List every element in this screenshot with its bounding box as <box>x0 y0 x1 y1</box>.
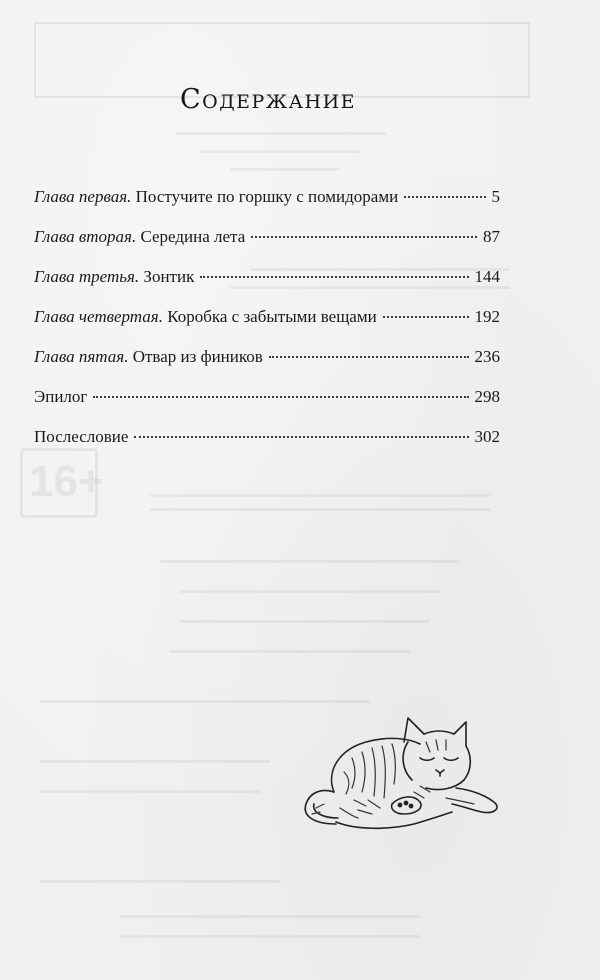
toc-entry-label <box>34 386 87 408</box>
toc-page-number: 302 <box>474 427 500 446</box>
toc-chapter-title: Коробка с забытыми вещами <box>167 307 377 326</box>
bleed-through-line <box>120 915 420 918</box>
toc-leader-dots <box>134 436 468 438</box>
toc-entry-label <box>34 186 398 208</box>
toc-entry <box>34 426 500 466</box>
toc-page-number: 192 <box>474 307 500 326</box>
sleeping-cat-icon <box>296 712 510 840</box>
toc-entry-label <box>34 306 377 328</box>
toc-entry-label <box>34 266 194 288</box>
bleed-through-line <box>40 700 370 703</box>
toc-chapter-title: Отвар из фиников <box>132 347 263 366</box>
toc-chapter-number: Глава четвертая. <box>34 307 163 326</box>
bleed-through-age-mark: 16+ <box>20 448 98 518</box>
toc-chapter-number: Глава пятая. <box>34 347 129 366</box>
toc-page-number: 87 <box>483 227 500 246</box>
toc-entry <box>34 346 500 386</box>
toc-leader-dots <box>93 396 468 398</box>
toc-page-number: 5 <box>491 187 500 206</box>
toc-entry-label <box>34 346 263 368</box>
toc-leader-dots <box>404 196 485 198</box>
toc-entry <box>34 386 500 426</box>
toc-entry <box>34 266 500 306</box>
bleed-through-line <box>230 168 340 171</box>
toc-entry <box>34 226 500 266</box>
bleed-through-line <box>200 150 360 153</box>
toc-entry-label <box>34 426 128 448</box>
bleed-through-line <box>40 790 260 793</box>
bleed-through-line <box>120 935 420 938</box>
page-title: Содержание <box>179 84 357 115</box>
bleed-through-line <box>150 494 490 497</box>
table-of-contents <box>34 186 500 466</box>
bleed-through-line <box>40 760 270 763</box>
toc-chapter-title: Зонтик <box>143 267 195 286</box>
toc-leader-dots <box>383 316 469 318</box>
toc-chapter-title: Середина лета <box>140 227 246 246</box>
toc-page-number: 236 <box>474 347 500 366</box>
toc-leader-dots <box>200 276 468 278</box>
toc-chapter-title: Эпилог <box>34 387 88 406</box>
toc-page-number: 144 <box>474 267 500 286</box>
toc-chapter-number: Глава третья. <box>34 267 140 286</box>
toc-entry <box>34 186 500 226</box>
bleed-through-line <box>170 650 410 653</box>
toc-chapter-title: Постучите по горшку с помидорами <box>135 187 399 206</box>
bleed-through-line <box>150 508 490 511</box>
toc-entry-label <box>34 226 245 248</box>
toc-leader-dots <box>269 356 469 358</box>
toc-chapter-number: Глава вторая. <box>34 227 137 246</box>
toc-entry <box>34 306 500 346</box>
bleed-through-line <box>176 132 386 135</box>
bleed-through-line <box>180 590 440 593</box>
bleed-through-line <box>160 560 460 563</box>
toc-leader-dots <box>251 236 477 238</box>
bleed-through-line <box>40 880 280 883</box>
toc-page-number: 298 <box>474 387 500 406</box>
toc-chapter-title: Послесловие <box>34 427 129 446</box>
toc-chapter-number: Глава первая. <box>34 187 132 206</box>
bleed-through-line <box>180 620 430 623</box>
